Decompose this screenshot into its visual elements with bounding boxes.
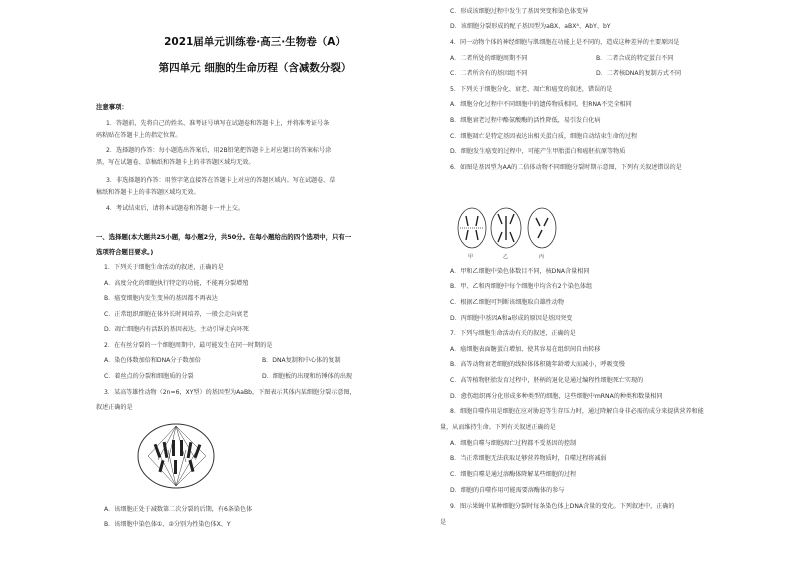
notice-line: 码粘贴在答题卡上的指定位置。 [96, 132, 182, 139]
option: C．根据乙细胞可判断该细胞取自雄性动物 [450, 299, 564, 306]
question-7: 7．下列与细胞生命活动有关的叙述，正确的是 [450, 330, 576, 337]
cell-figures-q6 [456, 204, 566, 260]
exam-title: 2021届单元训练卷·高三·生物卷（A） [164, 36, 346, 48]
figure-label-jia: 甲 [468, 254, 474, 260]
notice-line: 稿纸和答题卡上的非答题区域均无效。 [96, 189, 200, 196]
question-9-cont: 是 [440, 519, 447, 526]
figure-label-yi: 乙 [503, 254, 509, 260]
notice-line: 4．考试结束后，请将本试题卷和答题卡一并上交。 [106, 205, 244, 212]
option: C．二者所含有的基因组不同 [450, 70, 528, 77]
notice-line: 3．非选择题的作答：用签字笔直接答在答题卡上对应的答题区域内。写在试题卷、草 [106, 177, 336, 184]
option: A．染色体数加倍和DNA分子数加倍 [104, 357, 201, 364]
option: C．形成该细胞过程中发生了基因突变和染色体变异 [450, 8, 589, 15]
option: C．正常组织细胞在体外长时间培养，一般会走向衰老 [104, 311, 249, 318]
option: C．细胞凋亡是特定基因表达出相关蛋白质，细胞自动结束生命的过程 [450, 133, 638, 140]
option: A．高度分化的细胞执行特定的功能，不能再分裂增殖 [104, 280, 249, 287]
question-1: 1．下列关于细胞生命活动的叙述，正确的是 [104, 264, 224, 271]
notice-title: 注意事项： [96, 103, 128, 111]
question-3: 3．某高等雄性动物（2n=6，XY型）的基因型为AaBb，下图表示其体内某细胞分裂示意图， [104, 389, 356, 396]
option: B．细胞衰老过程中酪氨酸酶的活性降低，易引发白化病 [450, 117, 601, 124]
option: B．甲、乙和丙细胞中每个细胞中均含有2个染色体组 [450, 283, 593, 290]
option: D．凋亡细胞内有活跃的基因表达，主动引导走向坏死 [104, 326, 249, 333]
option: D．丙细胞中基因A和a形成的原因是基因突变 [450, 315, 573, 322]
question-5: 5．下列关于细胞分化、衰老、凋亡和癌变的叙述，错误的是 [450, 86, 613, 93]
unit-subtitle: 第四单元 细胞的生命历程（含减数分裂） [158, 62, 352, 74]
option: B．高等动物衰老细胞的线粒体体积随年龄增大而减小，呼吸变慢 [450, 361, 625, 368]
option: A．细胞分化过程中不同细胞中的遗传物质相同，但RNA不完全相同 [450, 101, 632, 108]
option: A．甲和乙细胞中染色体数目不同，核DNA含量相同 [450, 268, 590, 275]
cell-division-figure [128, 416, 228, 496]
section-title: 一、选择题(本大题共25小题，每小题2分，共50分。在每小题给出的四个选项中，只有一 [96, 233, 352, 241]
option: B．当正常细胞无法获取足够营养物质时，自噬过程将减弱 [450, 455, 607, 462]
option: C．细胞自噬是通过溶酶体降解某些细胞的过程 [450, 471, 577, 478]
option: B．二者合成的特定蛋白不同 [596, 55, 674, 62]
option: A．二者所处的细胞周期不同 [450, 55, 528, 62]
option: A．细胞自噬与细胞凋亡过程都不受基因的控制 [450, 440, 577, 447]
question-4: 4．同一动物个体的神经细胞与肌细胞在功能上是不同的，造成这种差异的主要原因是 [450, 39, 680, 46]
option: C．着丝点的分裂和细胞质的分裂 [104, 373, 194, 380]
option: C．高等植物胚胎发育过程中，胚柄的退化是通过编程性细胞死亡实现的 [450, 377, 644, 384]
option: D．二者核DNA的复制方式不同 [596, 70, 682, 77]
option: A．癌细胞表面糖蛋白增加，使其容易在组织间自由转移 [450, 346, 601, 353]
option: D．细胞的自噬作用可能需要溶酶体的参与 [450, 487, 565, 494]
question-9: 9．图示果蝇中某种细胞分裂时每条染色体上DNA含量的变化。下列叙述中，正确的 [450, 503, 675, 510]
option: D．愈伤组织再分化形成多种类型的细胞，这些细胞中mRNA的种类和数量相同 [450, 393, 663, 400]
option: B．该细胞中染色体①、②分别为性染色体X、Y [104, 521, 231, 528]
notice-line: 1．答题前，先将自己的姓名、准考证号填写在试题卷和答题卡上，并将准考证号条 [106, 120, 330, 127]
option: A．该细胞正处于减数第二次分裂的后期，有6条染色体 [104, 506, 253, 513]
option: D．细胞板的出现和纺锤体的出现 [262, 373, 353, 380]
figure-label-bing: 丙 [539, 254, 545, 260]
question-3-cont: 叙述正确的是 [96, 404, 133, 411]
question-8-cont: 量，从而维持生命。下列有关叙述正确的是 [440, 424, 556, 431]
question-2: 2．在有丝分裂的一个细胞周期中，最可能发生在同一时期的是 [104, 342, 273, 349]
notice-line: 黑，写在试题卷、草稿纸和答题卡上的非答题区域均无效。 [96, 159, 255, 166]
option: B．癌变细胞内发生变异的基因都不再表达 [104, 295, 218, 302]
option: D．该细胞分裂形成的配子基因型为aBX、aBXᴬ、AbY、bY [450, 23, 611, 30]
notice-line: 2．选择题的作答：每小题选出答案后，用2B铅笔把答题卡上对应题目的答案标号涂 [106, 147, 332, 154]
option: B．DNA复制和中心体的复制 [262, 357, 341, 364]
option: D．细胞发生癌变的过程中，可能产生甲胎蛋白和癌胚抗原等物质 [450, 148, 626, 155]
section-title: 选项符合题目要求。) [96, 248, 154, 256]
question-6: 6．如图是基因型为AA的二倍体动物不同细胞分裂时期示意图，下列有关叙述错误的是 [450, 164, 682, 171]
question-8: 8．细胞自噬作用是细胞在应对胁迫等生存压力时，通过降解自身非必需的成分来提供营养和能 [450, 408, 704, 415]
